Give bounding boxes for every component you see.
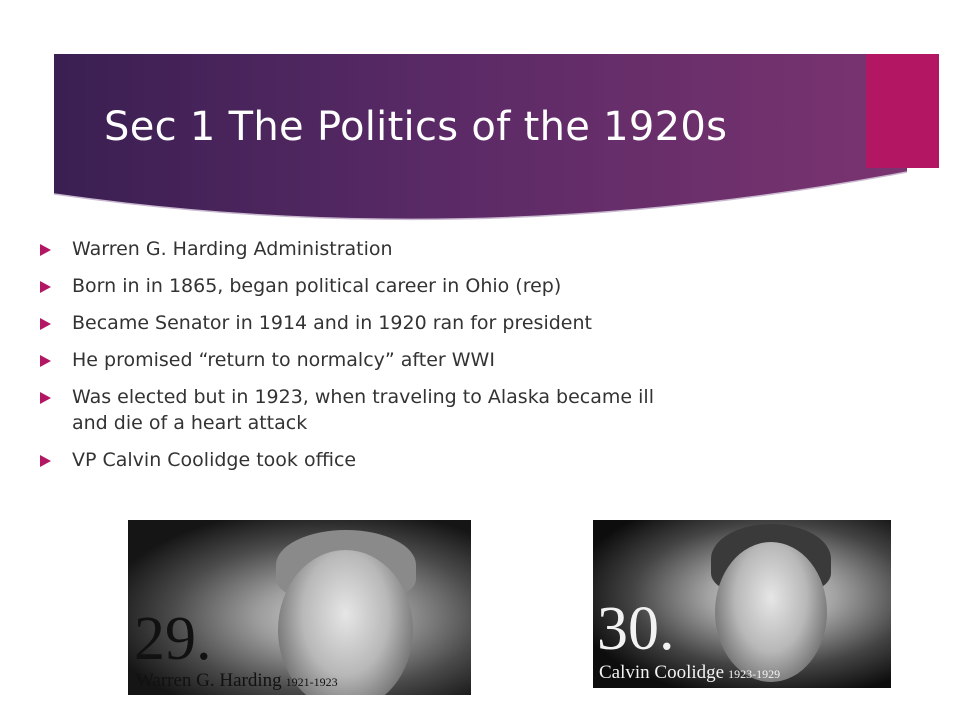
coolidge-portrait [593,520,891,688]
bullet-arrow-icon [40,355,51,367]
bullet-text: Warren G. Harding Administration [72,238,393,260]
president-number: 29. [134,605,212,673]
bullet-text: He promised “return to normalcy” after WWI [72,349,495,371]
bullet-text: Became Senator in 1914 and in 1920 ran for president [72,312,592,334]
president-years: 1921-1923 [285,675,338,689]
bullet-arrow-icon [40,244,51,256]
bullet-item [40,310,720,336]
bullet-arrow-icon [40,455,51,467]
president-name: Calvin Coolidge [599,662,725,683]
president-name: Warren G. Harding [136,670,282,691]
portrait-caption [136,670,338,692]
bullet-list [40,236,720,484]
bullet-item [40,447,720,473]
bullet-item [40,273,720,299]
president-years: 1923-1929 [728,667,781,681]
accent-tab [866,54,939,168]
slide-title: Sec 1 The Politics of the 1920s [104,104,728,150]
bullet-item [40,347,720,373]
harding-portrait [128,520,471,695]
bullet-text: Was elected but in 1923, when traveling to Alaska became ill and die of a heart attack [72,386,654,434]
portrait-caption [599,662,780,684]
bullet-text: Born in in 1865, began political career in Ohio (rep) [72,275,562,297]
bullet-arrow-icon [40,392,51,404]
bullet-arrow-icon [40,281,51,293]
bullet-item [40,236,720,262]
bullet-text: VP Calvin Coolidge took office [72,449,357,471]
portrait-face [715,542,827,682]
bullet-item [40,384,692,436]
bullet-arrow-icon [40,318,51,330]
president-number: 30. [597,595,675,663]
